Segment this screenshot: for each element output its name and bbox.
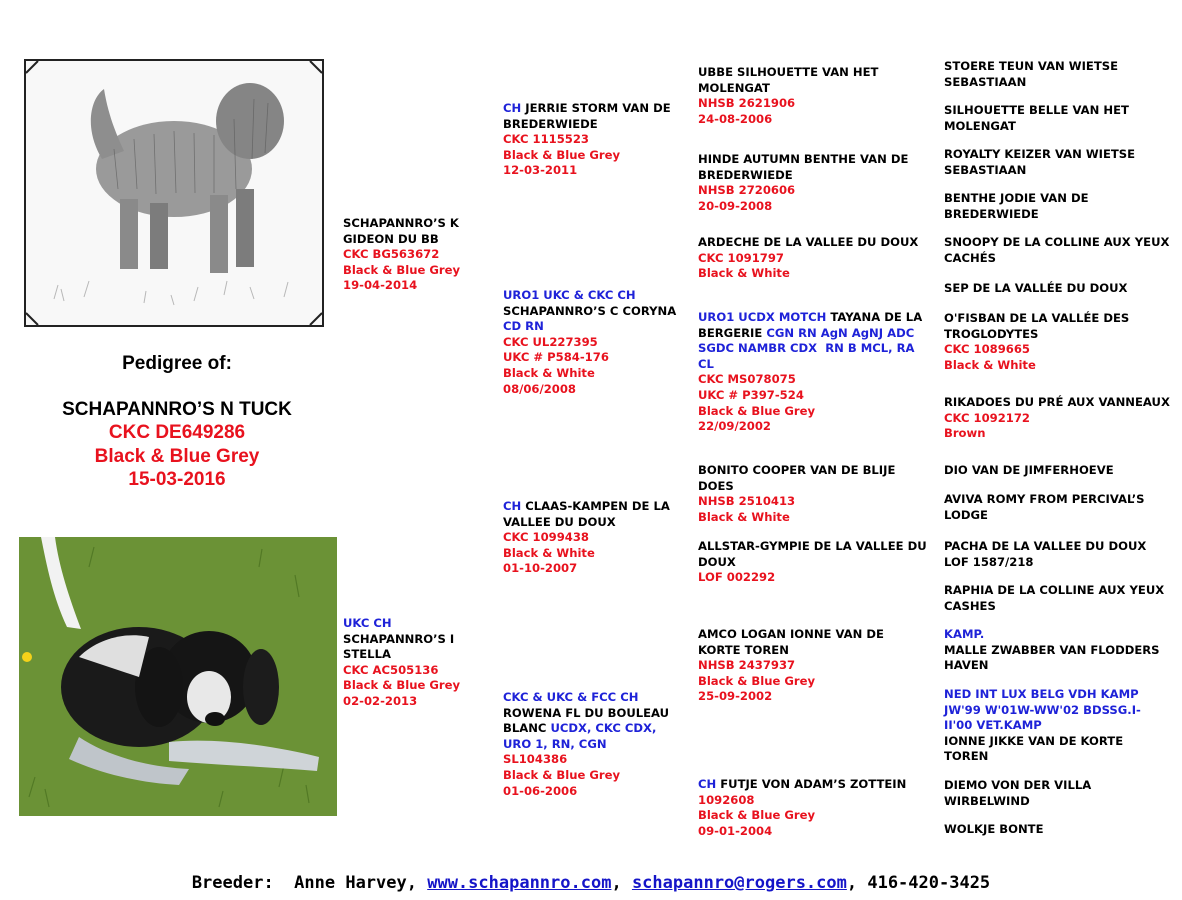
ancestor-entry [698,627,884,705]
ancestor-entry [503,288,676,397]
ancestor-line [944,718,1141,734]
puppy-photo [19,537,337,816]
ancestor-line [503,163,671,179]
registration-text: CKC 1089665 [944,342,1030,357]
ancestor-line [698,555,927,571]
ancestor-line [944,426,1170,442]
ancestor-line [944,235,1169,251]
ancestor-line [698,310,922,326]
ancestor-entry [944,463,1114,479]
registration-text: 02-02-2013 [343,693,418,708]
ancestor-line [944,163,1135,179]
ancestor-entry [944,235,1169,266]
name-text: MOLENGAT [698,80,770,95]
registration-text: 20-09-2008 [698,198,773,213]
ancestor-line [698,793,906,809]
ancestor-line [698,404,922,420]
ancestor-line [503,768,669,784]
ancestor-line [503,148,671,164]
registration-text: CKC UL227395 [503,334,598,349]
registration-text: 08/06/2008 [503,381,577,396]
website-link[interactable]: www.schapannro.com [427,873,612,893]
ancestor-line [698,112,878,128]
registration-text: UKC # P397-524 [698,387,804,402]
name-text: GIDEON DU BB [343,231,439,246]
ancestor-line [944,749,1141,765]
title-text: SGDC NAMBR CDX RN B MCL, RA [698,341,915,356]
name-text: AVIVA ROMY FROM PERCIVAL’S [944,492,1145,506]
ancestor-entry [944,539,1146,570]
ancestor-line [698,235,918,251]
ancestor-line [698,96,878,112]
ancestor-line [698,824,906,840]
registration-text: 01-10-2007 [503,561,578,576]
ancestor-line [698,658,884,674]
ancestor-entry [944,583,1164,614]
ancestor-line [698,266,918,282]
ancestor-line [343,663,460,679]
registration-text: 19-04-2014 [343,278,418,293]
ancestor-line [944,555,1146,571]
ancestor-line [698,168,908,184]
ancestor-line [343,247,460,263]
registration-text: Black & Blue Grey [343,678,461,693]
ancestor-line [698,808,906,824]
dog-birth-date: 15-03-2016 [128,469,226,490]
name-text: SEP DE LA VALLÉE DU DOUX [944,281,1128,295]
ancestor-entry [944,281,1128,297]
dog-sketch-drawing [24,59,324,327]
registration-text: Black & Blue Grey [698,808,816,823]
ancestor-line [944,342,1129,358]
ancestor-line [698,341,922,357]
ancestor-line [698,251,918,267]
title-text: UCDX, CKC CDX, [550,721,657,736]
title-text: UKC CH [343,616,392,630]
name-text: SCHAPANNRO’S K [343,216,459,230]
ancestor-line [698,65,878,81]
ancestor-line [944,463,1114,479]
ancestor-line [698,570,927,586]
registration-text: 01-06-2006 [503,783,578,798]
name-text: RAPHIA DE LA COLLINE AUX YEUX [944,583,1165,597]
dog-name: SCHAPANNRO’S N TUCK [62,398,292,420]
registration-text: SL104386 [503,752,568,767]
title-text: URO1 UKC & CKC CH [503,288,636,302]
footer-separator: , [611,873,632,893]
title-text: CH [698,777,717,791]
footer-phone: , 416-420-3425 [846,873,991,893]
name-text: ROWENA FL DU BOULEAU [503,705,670,720]
ancestor-line [944,119,1129,135]
ancestor-line [503,706,669,722]
ancestor-line [503,382,676,398]
registration-text: Black & White [698,266,790,281]
ancestor-line [503,366,676,382]
title-text: URO1 UCDX MOTCH [698,310,827,324]
title-text: CKC & UKC & FCC CH [503,690,639,704]
registration-text: NHSB 2510413 [698,494,796,509]
ancestor-entry [944,59,1118,90]
ancestor-entry [944,147,1135,178]
registration-text: NHSB 2437937 [698,658,796,673]
name-text: SILHOUETTE BELLE VAN HET [944,103,1129,117]
registration-text: UKC # P584-176 [503,350,609,365]
title-text: CGN RN AgN AgNJ ADC [766,325,915,340]
ancestor-line [503,101,671,117]
name-text: DOUX [698,554,736,569]
ancestor-entry [944,822,1044,838]
ancestor-line [944,147,1135,163]
pedigree-heading: Pedigree of: [122,353,232,374]
ancestor-entry [944,627,1160,674]
name-text: HAVEN [944,658,989,673]
ancestor-line [944,251,1169,267]
name-text: PACHA DE LA VALLEE DU DOUX [944,539,1147,553]
ancestor-line [503,690,669,706]
ancestor-line [698,777,906,793]
registration-text: Black & Blue Grey [503,767,621,782]
ancestor-line [944,627,1160,643]
name-text: CACHÉS [944,250,996,265]
name-text: SCHAPANNRO’S I [343,631,455,646]
ancestor-entry [503,101,671,179]
name-text: FUTJE VON ADAM’S ZOTTEIN [716,777,907,791]
registration-text: CKC 1092172 [944,410,1030,425]
name-text: DOES [698,478,734,493]
name-text: SNOOPY DE LA COLLINE AUX YEUX [944,235,1170,249]
ancestor-line [944,103,1129,119]
ancestor-line [503,319,676,335]
ancestor-line [503,350,676,366]
registration-text: Brown [944,426,986,441]
registration-text: CKC 1091797 [698,250,784,265]
registration-text: LOF 002292 [698,570,776,585]
registration-text: Black & Blue Grey [698,673,816,688]
name-text: DIO VAN DE JIMFERHOEVE [944,463,1114,477]
ancestor-line [503,288,676,304]
ancestor-entry [944,778,1091,809]
name-text: ARDECHE DE LA VALLEE DU DOUX [698,235,919,249]
title-text: JW'99 W'01W-WW'02 BDSSG.I- [944,702,1141,717]
breeder-footer [0,873,1182,893]
title-text: URO 1, RN, CGN [503,736,607,751]
ancestor-line [698,643,884,659]
registration-text: NHSB 2720606 [698,183,796,198]
registration-text: 12-03-2011 [503,163,578,178]
ancestor-line [944,508,1145,524]
ancestor-line [944,794,1091,810]
ancestor-line [343,616,460,632]
ancestor-entry [698,777,906,839]
ancestor-entry [944,191,1089,222]
ancestor-line [698,372,922,388]
title-text: CH [503,499,522,513]
name-text: STOERE TEUN VAN WIETSE [944,59,1118,73]
name-text: ALLSTAR-GYMPIE DE LA VALLEE DU [698,539,927,553]
ancestor-line [944,411,1170,427]
title-text: KAMP. [944,627,985,641]
name-text: O'FISBAN DE LA VALLÉE DES [944,311,1130,325]
ancestor-line [698,183,908,199]
registration-text: Black & White [944,357,1036,372]
registration-text: Black & Blue Grey [698,403,816,418]
ancestor-line [944,59,1118,75]
ancestor-line [698,463,895,479]
pedigree-title [22,352,332,492]
name-text: TAYANA DE LA [826,310,923,324]
ancestor-line [503,784,669,800]
name-text: HINDE AUTUMN BENTHE VAN DE [698,152,909,166]
name-text: WOLKJE BONTE [944,822,1044,836]
ancestor-entry [698,152,908,214]
ancestor-line [944,395,1170,411]
dog-color: Black & Blue Grey [94,445,260,467]
ancestor-line [944,687,1141,703]
ancestor-entry [944,492,1145,523]
ancestor-line [343,216,460,232]
title-text: CD RN [503,319,544,334]
ancestor-line [503,515,670,531]
ancestor-line [944,191,1089,207]
ancestor-line [698,152,908,168]
name-text: AMCO LOGAN IONNE VAN DE [698,627,884,641]
name-text: CASHES [944,598,996,613]
ancestor-line [698,510,895,526]
ancestor-line [503,530,670,546]
name-text: MALLE ZWABBER VAN FLODDERS [944,642,1160,657]
ancestor-line [944,207,1089,223]
ancestor-line [944,643,1160,659]
ancestor-entry [343,216,460,294]
name-text: WIRBELWIND [944,793,1030,808]
puppy-photo-drawing [19,537,337,816]
registration-text: CKC BG563672 [343,247,440,262]
ancestor-line [503,561,670,577]
name-text: TROGLODYTES [944,326,1039,341]
ancestor-line [944,778,1091,794]
registration-text: CKC MS078075 [698,372,796,387]
ancestor-line [698,674,884,690]
ancestor-line [698,357,922,373]
registration-text: Black & Blue Grey [503,147,621,162]
name-text: JERRIE STORM VAN DE [521,101,671,115]
ancestor-line [698,388,922,404]
name-text: UBBE SILHOUETTE VAN HET [698,65,879,79]
ancestor-entry [698,463,895,525]
ancestor-line [944,492,1145,508]
name-text: BERGERIE [698,325,767,340]
ancestor-line [698,539,927,555]
ancestor-line [343,694,460,710]
name-text: STELLA [343,647,391,662]
title-text: NED INT LUX BELG VDH KAMP [944,687,1139,701]
ancestor-line [698,326,922,342]
registration-text: CKC 1115523 [503,132,589,147]
ancestor-line [343,232,460,248]
ancestor-line [944,311,1129,327]
ancestor-line [944,75,1118,91]
name-text: RIKADOES DU PRÉ AUX VANNEAUX [944,395,1170,409]
registration-text: Black & White [698,509,790,524]
name-text: KORTE TOREN [698,642,789,657]
title-text: CH [503,101,522,115]
registration-text: NHSB 2621906 [698,96,796,111]
name-text: BENTHE JODIE VAN DE [944,191,1089,205]
ancestor-line [698,199,908,215]
ancestor-entry [698,235,918,282]
ancestor-line [343,278,460,294]
name-text: ROYALTY KEIZER VAN WIETSE [944,147,1136,161]
ancestor-line [503,721,669,737]
ancestor-line [944,734,1141,750]
name-text: BREDERWIEDE [503,116,598,131]
ancestor-entry [698,310,922,435]
title-text: CL [698,356,714,371]
registration-text: CKC 1099438 [503,530,589,545]
name-text: LODGE [944,507,988,522]
ancestor-entry [343,616,460,710]
ancestor-entry [944,395,1170,442]
registration-text: 09-01-2004 [698,823,773,838]
ancestor-line [944,599,1164,615]
name-text: BLANC [503,721,551,736]
ancestor-line [698,494,895,510]
name-text: SEBASTIAAN [944,162,1027,177]
registration-text: Black & White [503,365,595,380]
ancestor-line [503,304,676,320]
registration-text: 25-09-2002 [698,689,773,704]
ancestor-line [944,583,1164,599]
ancestor-line [944,539,1146,555]
ancestor-line [343,263,460,279]
ancestor-line [944,327,1129,343]
name-text: CLAAS-KAMPEN DE LA [521,499,670,513]
registration-text: Black & White [503,545,595,560]
registration-text: Black & Blue Grey [343,262,461,277]
name-text: DIEMO VON DER VILLA [944,778,1092,792]
title-text: II'00 VET.KAMP [944,718,1042,733]
dog-sketch-image [24,59,324,327]
ancestor-line [503,117,671,133]
ancestor-line [503,752,669,768]
ancestor-line [343,632,460,648]
email-link[interactable]: schapannro@rogers.com [631,873,847,893]
ancestor-line [503,499,670,515]
ancestor-line [698,627,884,643]
ancestor-line [503,546,670,562]
ancestor-line [343,678,460,694]
ancestor-line [944,658,1160,674]
ancestor-line [698,479,895,495]
ancestor-line [503,335,676,351]
breeder-prefix: Breeder: Anne Harvey, [191,873,428,893]
ancestor-entry [503,690,669,799]
registration-text: 1092608 [698,792,755,807]
ancestor-line [343,647,460,663]
dog-registration: CKC DE649286 [108,422,246,443]
name-text: BONITO COOPER VAN DE BLIJE [698,463,896,477]
name-text: BREDERWIEDE [698,167,793,182]
name-text: LOF 1587/218 [944,554,1034,569]
ancestor-line [698,81,878,97]
name-text: TOREN [944,749,989,764]
ancestor-line [944,281,1128,297]
ancestor-line [503,132,671,148]
name-text: SEBASTIAAN [944,74,1027,89]
name-text: IONNE JIKKE VAN DE KORTE [944,733,1124,748]
name-text: BREDERWIEDE [944,206,1039,221]
ancestor-entry [698,539,927,586]
ancestor-line [698,419,922,435]
name-text: SCHAPANNRO’S C CORYNA [503,303,677,318]
ancestor-line [944,822,1044,838]
ancestor-entry [944,687,1141,765]
registration-text: 24-08-2006 [698,111,773,126]
ancestor-line [944,358,1129,374]
ancestor-entry [503,499,670,577]
ancestor-line [944,703,1141,719]
ancestor-entry [944,311,1129,373]
ancestor-line [698,689,884,705]
registration-text: CKC AC505136 [343,662,439,677]
registration-text: 22/09/2002 [698,419,772,434]
name-text: VALLEE DU DOUX [503,514,616,529]
name-text: MOLENGAT [944,118,1016,133]
ancestor-line [503,737,669,753]
ancestor-entry [944,103,1129,134]
ancestor-entry [698,65,878,127]
spacer [22,376,332,398]
